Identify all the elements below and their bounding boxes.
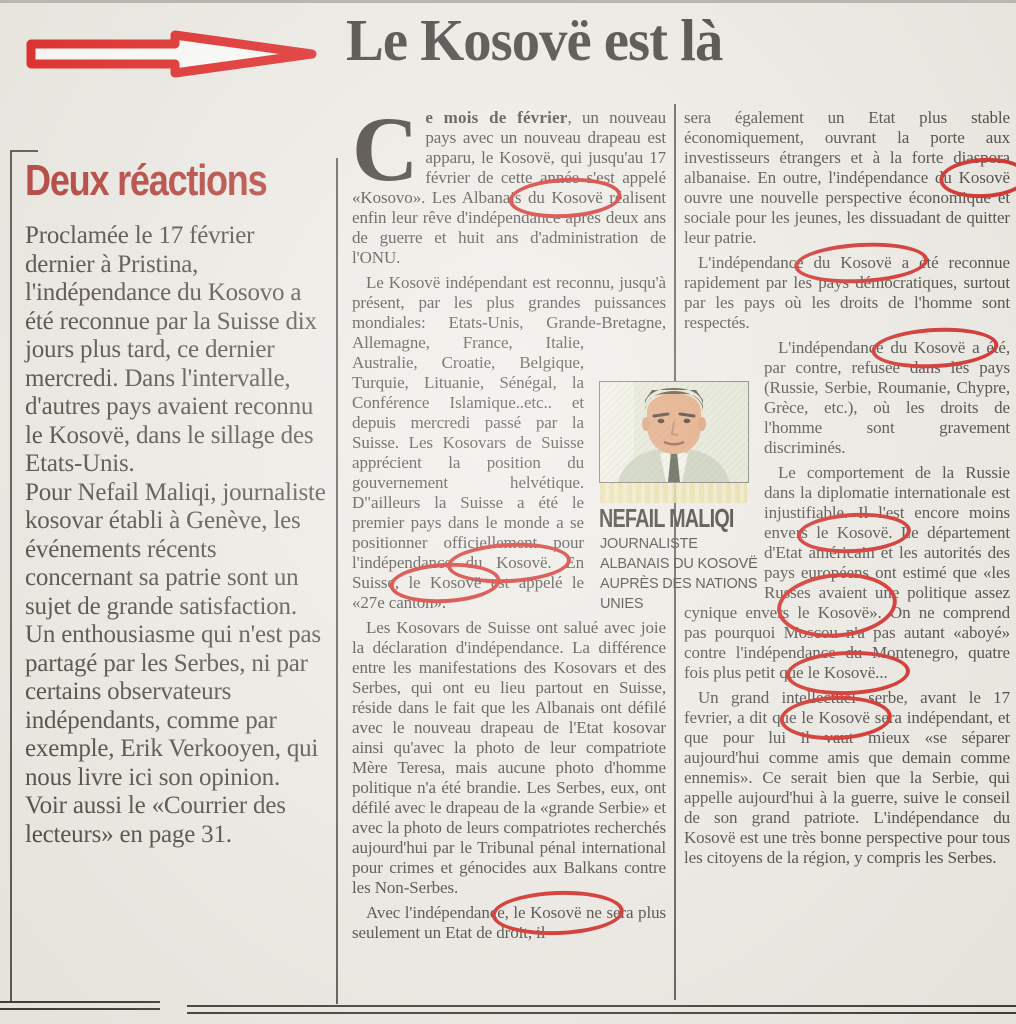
text-run: est appelé le «27e canton». <box>352 573 584 612</box>
text-run: été, <box>979 338 1010 357</box>
kosove-circle-annotation: le Kosovë <box>408 573 482 592</box>
sidebar-body <box>25 222 327 849</box>
kosove-circle-annotation: du Kosovë a <box>890 338 980 357</box>
text-run: Pour Nefail Maliqi, journaliste kosovar établi à Genève, les événements récents concernant sa patrie sont un sujet de grande satisfaction. <box>25 478 326 620</box>
photo-caption-line: UNIES <box>600 596 644 612</box>
photo-caption <box>600 534 760 614</box>
text-run: ouvre une nouvelle perspective économique et sociale pour les jeunes, les dissuadant de quitter leur patrie. <box>684 188 1010 247</box>
paragraph <box>352 903 666 943</box>
kosove-circle-annotation: le Kosovë. <box>816 523 893 542</box>
text-run: Avec l'indépendance, <box>366 903 514 922</box>
page-title: Le Kosovë est là <box>346 7 723 73</box>
paragraph <box>684 688 1010 868</box>
text-run: Le Kosovë indépendant est reconnu, jusqu'à présent, par les plus grandes puissances mondiales: Etats-Unis, Grande-Bretagne, Allemagne, France, <box>352 273 666 352</box>
paragraph <box>25 479 327 622</box>
bold-lead: e mois de février <box>425 108 568 127</box>
kosove-circle-annotation: du Kosovë a <box>813 253 910 272</box>
paragraph <box>25 621 327 849</box>
kosove-circle-annotation: du Kosovë <box>527 188 603 207</box>
paragraph <box>352 618 666 898</box>
text-run: par contre, refusée dans les pays (Russie, Serbie, Roumanie, Chypre, Grèce, etc.), où les droits de l'homme sont gravement discriminés. <box>764 358 1010 457</box>
kosove-circle-annotation: Kosovë <box>958 168 1010 187</box>
text-run: En Suisse, <box>352 553 584 592</box>
bottom-rule <box>0 1001 160 1010</box>
paragraph <box>25 222 327 479</box>
bottom-rule <box>187 1005 1016 1014</box>
text-run: . On ne comprend pas pourquoi Moscou n'a pas autant «aboyé» contre l'indépendance du Montenegro, quatre fois plus petit que <box>684 603 1011 682</box>
photo-caption-line: ALBANAIS DU KOSOVË <box>600 556 758 572</box>
sidebar-heading: Deux réactions <box>25 156 267 205</box>
text-run: Italie, Australie, Croatie, Belgique, Turquie, Lituanie, Sénégal, la Conférence Islamique..etc.. et depuis mercredi passé par la Suisse. Les Kosovars de Suisse apprécient la position du gouvernement helvétique. D"ailleurs la Suisse a été le premier pays dans le monde a se positionner officiellement pour l'indépendance <box>352 333 584 572</box>
text-run: L'indépendance <box>778 338 891 357</box>
paragraph <box>352 98 666 268</box>
photo-name: NEFAIL MALIQI <box>599 503 734 533</box>
text-run: L'indépendance <box>698 253 814 272</box>
sidebar-deux-reactions <box>25 156 327 849</box>
portrait-photo <box>599 381 749 483</box>
text-run: réalisent enfin leur rêve d'indépendance après deux ans de guerre et huit ans d'administration de l'ONU. <box>352 188 666 267</box>
text-run: été reconnue rapidement par les pays démocratiques, surtout par les pays où les droits de l'homme sont respectés. <box>684 253 1010 332</box>
paragraph <box>684 108 1010 248</box>
kosove-circle-annotation: le Kosovë» <box>797 603 878 622</box>
photo-caption-line: AUPRÈS DES NATIONS <box>600 576 758 592</box>
text-run: Les Kosovars de Suisse ont salué avec joie la déclaration d'indépendance. La différence entre les manifestations des Kosovars et des Serbes, qui ont eu lieu partout en Suisse, réside dans le fait que les Albanais ont défilé avec le nouveau drapeau de l'Etat kosovar ainsi qu'avec la photo de leur compatriote Mère Teresa, mais aucune photo d'homme politique n'a été brandie. Les Serbes, eux, ont défilé avec le drapeau de la «grande Serbie» et avec la photo de leurs compatriotes recherchés aujourd'hui par le Tribunal pénal international pour crimes et génocides aux Balkans contre les Non-Serbes. <box>352 618 666 897</box>
kosove-circle-annotation: le Kosovë... <box>807 663 888 682</box>
text-run: Un grand intellectuel serbe, avant le 17 fevrier, a dit que <box>684 688 1010 727</box>
text-run: Le comportement de la Russie dans la diplomatie internationale est injustifiable. Il l'est encore moins envers <box>764 463 1010 542</box>
drop-cap: C <box>352 98 419 200</box>
photo-caption-line: JOURNALISTE <box>600 536 698 552</box>
sidebar-left-rule <box>10 150 12 1002</box>
paragraph <box>684 253 1010 333</box>
portrait-illustration <box>600 382 748 482</box>
photo-caption-band <box>600 483 747 503</box>
sidebar-corner-rule <box>10 150 38 152</box>
text-run: sera indépendant, et que pour lui il vaut mieux «se séparer aujourd'hui comme amis que demain comme ennemis». Ce serait bien que la Serbie, qui appelle aujourd'hui à la guerre, suive le conseil de son grand patriote. L'indépendance du Kosovë est une très bonne perspective pour tous les citoyens de la région, y compris les Serbes. <box>684 708 1010 867</box>
text-run: Proclamée le 17 février dernier à Pristina, l'indépendance du Kosovo a été reconnue par la Suisse dix jours plus tard, ce dernier mercredi. Dans l'intervalle, d'autres pays avaient reconnu le Kosovë, dans le sillage des Etats-Unis. <box>25 222 317 477</box>
text-run: sera plus seulement un Etat de droit, il <box>352 903 666 942</box>
kosove-circle-annotation: le Kosovë <box>801 708 870 727</box>
text-run: sera également un Etat plus stable économiquement, ouvrant la porte aux investisseurs étrangers et à la forte diaspora albanaise. En outre, l'indépendance du <box>684 108 1010 187</box>
kosove-circle-annotation: le Kosovë ne <box>513 903 602 922</box>
text-run: , un nouveau pays avec un nouveau drapeau est apparu, le Kosovë, qui jusqu'au 17 février de cette année s'est appelé «Kosovo». Les Albanais <box>352 108 666 207</box>
text-run: Un enthousiasme qui n'est pas partagé par les Serbes, ni par certains observateurs indépendants, comme par exemple, Erik Verkooyen, qui nous livre ici son opinion. Voir aussi le «Courrier des lecteurs» en page 31. <box>25 621 321 848</box>
kosove-circle-annotation: du Kosovë. <box>465 553 552 572</box>
text-run: Le département d'Etat américain et les autorités des pays européens ont estimé que «les Russes avaient une politique assez cynique envers <box>684 523 1010 622</box>
column-divider-left <box>336 158 338 1004</box>
red-arrow-icon <box>22 24 322 86</box>
